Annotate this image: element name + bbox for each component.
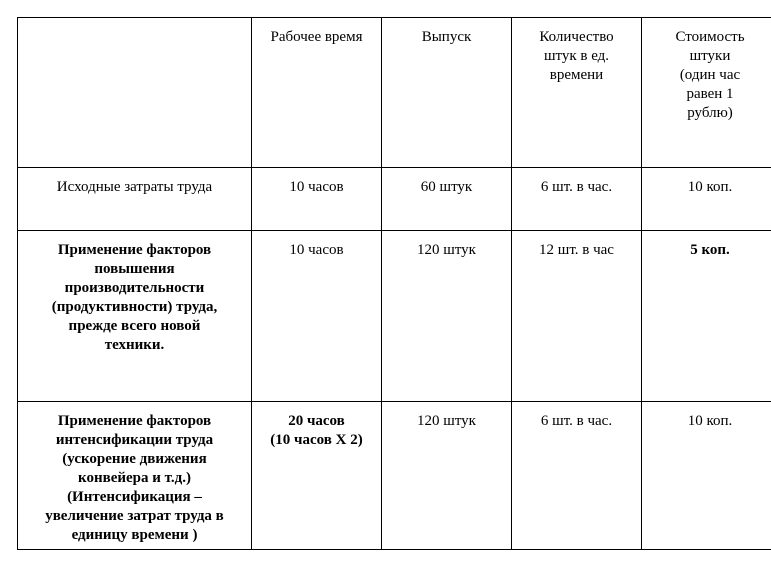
table-row (18, 168, 771, 231)
header-empty-cell (18, 18, 252, 168)
cell-unit-cost: 10 коп. (642, 168, 771, 231)
cell-output: 120 штук (382, 402, 512, 550)
cell-units-per-time: 12 шт. в час (512, 231, 642, 402)
header-units-per-time: Количество штук в ед. времени (512, 18, 642, 168)
comparison-table (17, 17, 771, 550)
cell-output: 120 штук (382, 231, 512, 402)
header-output: Выпуск (382, 18, 512, 168)
cell-work-time: 10 часов (252, 231, 382, 402)
header-row (18, 18, 771, 168)
table-row (18, 402, 771, 550)
cell-units-per-time: 6 шт. в час. (512, 168, 642, 231)
row-label: Применение факторов интенсификации труда (ускорение движения конвейера и т.д.) (Интенсификация – увеличение затрат труда в единицу времени ) (18, 402, 252, 550)
cell-unit-cost: 5 коп. (642, 231, 771, 402)
row-label: Применение факторов повышения производительности (продуктивности) труда, прежде всего новой техники. (18, 231, 252, 402)
row-label: Исходные затраты труда (18, 168, 252, 231)
cell-unit-cost: 10 коп. (642, 402, 771, 550)
cell-output: 60 штук (382, 168, 512, 231)
table-row (18, 231, 771, 402)
cell-units-per-time: 6 шт. в час. (512, 402, 642, 550)
cell-work-time: 10 часов (252, 168, 382, 231)
header-work-time: Рабочее время (252, 18, 382, 168)
cell-work-time: 20 часов (10 часов Х 2) (252, 402, 382, 550)
header-unit-cost: Стоимость штуки (один час равен 1 рублю) (642, 18, 771, 168)
